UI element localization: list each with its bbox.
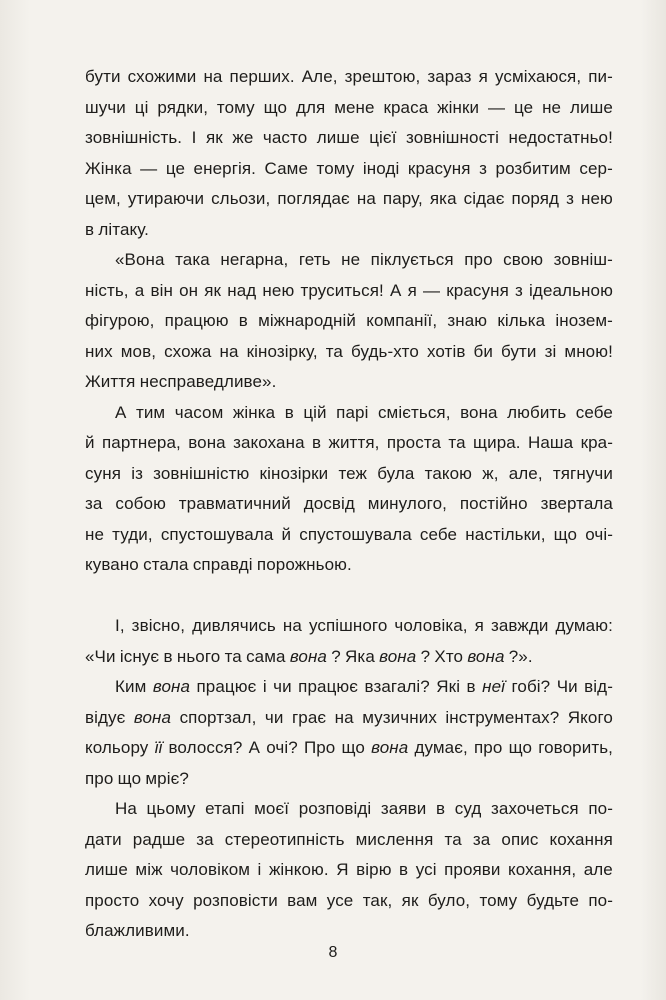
text-line: Ким вона працює і чи працює взагалі? Які в неї гобі? Чи від- (115, 677, 613, 696)
paragraph (85, 672, 613, 794)
text-line: Жінка — це енергія. Саме тому іноді красуня з розбитим сер- (85, 158, 613, 178)
paragraph (85, 62, 613, 245)
text-line: зовнішність. І як же часто лише цієї зовнішності недостатньо! (85, 128, 613, 147)
text-line: них мов, схожа на кінозірку, та будь-хто хотів би бути зі мною! (85, 341, 613, 361)
text-line: дати радше за стереотипність мислення та за опис кохання (85, 829, 613, 849)
text-line: лише між чоловіком і жінкою. Я вірю в усі прояви кохання, але (85, 860, 613, 879)
text-line: й партнера, вона закохана в життя, проста та щира. Наша кра- (85, 433, 613, 452)
text-line: блажливими. (85, 921, 190, 940)
paragraph-gap (85, 581, 613, 612)
paragraph (85, 611, 613, 672)
text-line: не туди, спустошувала й спустошувала себе настільки, що очі- (85, 524, 613, 544)
text-line: за собою травматичний досвід минулого, постійно звертала (85, 494, 613, 513)
text-line: кольору її волосся? А очі? Про що вона думає, про що говорить, (85, 738, 613, 757)
text-line: «Чи існує в нього та сама вона ? Яка вона ? Хто вона ?». (85, 646, 533, 666)
text-line: цем, утираючи сльози, поглядає на пару, яка сідає поряд з нею (85, 189, 613, 208)
text-line: Життя несправедливе». (85, 372, 277, 391)
text-line: А тим часом жінка в цій парі сміється, вона любить себе (115, 402, 613, 422)
text-line: На цьому етапі моєї розповіді заяви в суд захочеться по- (115, 799, 613, 818)
body-text (85, 62, 613, 947)
text-line: відує вона спортзал, чи грає на музичних інструментах? Якого (85, 707, 613, 727)
text-line: бути схожими на перших. Але, зрештою, зараз я усміхаюся, пи- (85, 67, 613, 86)
text-line: просто хочу розповісти вам усе так, як було, тому будьте по- (85, 890, 613, 910)
text-line: І, звісно, дивлячись на успішного чоловіка, я завжди думаю: (115, 616, 613, 635)
text-line: шучи ці рядки, тому що для мене краса жінки — це не лише (85, 97, 613, 117)
paragraph (85, 398, 613, 581)
text-line: суня із зовнішністю кінозірки теж була такою ж, але, тягнучи (85, 463, 613, 483)
text-line: «Вона така негарна, геть не піклується про свою зовніш- (115, 250, 613, 269)
paragraph (85, 794, 613, 947)
paragraph (85, 245, 613, 398)
text-line: в літаку. (85, 219, 149, 239)
text-line: ність, а він он як над нею труситься! А я — красуня з ідеальною (85, 280, 613, 300)
text-line: фігурою, працюю в міжнародній компанії, знаю кілька інозем- (85, 311, 613, 330)
text-line: про що мріє? (85, 768, 189, 788)
text-line: кувано стала справді порожньою. (85, 555, 352, 574)
page-number: 8 (328, 944, 338, 961)
